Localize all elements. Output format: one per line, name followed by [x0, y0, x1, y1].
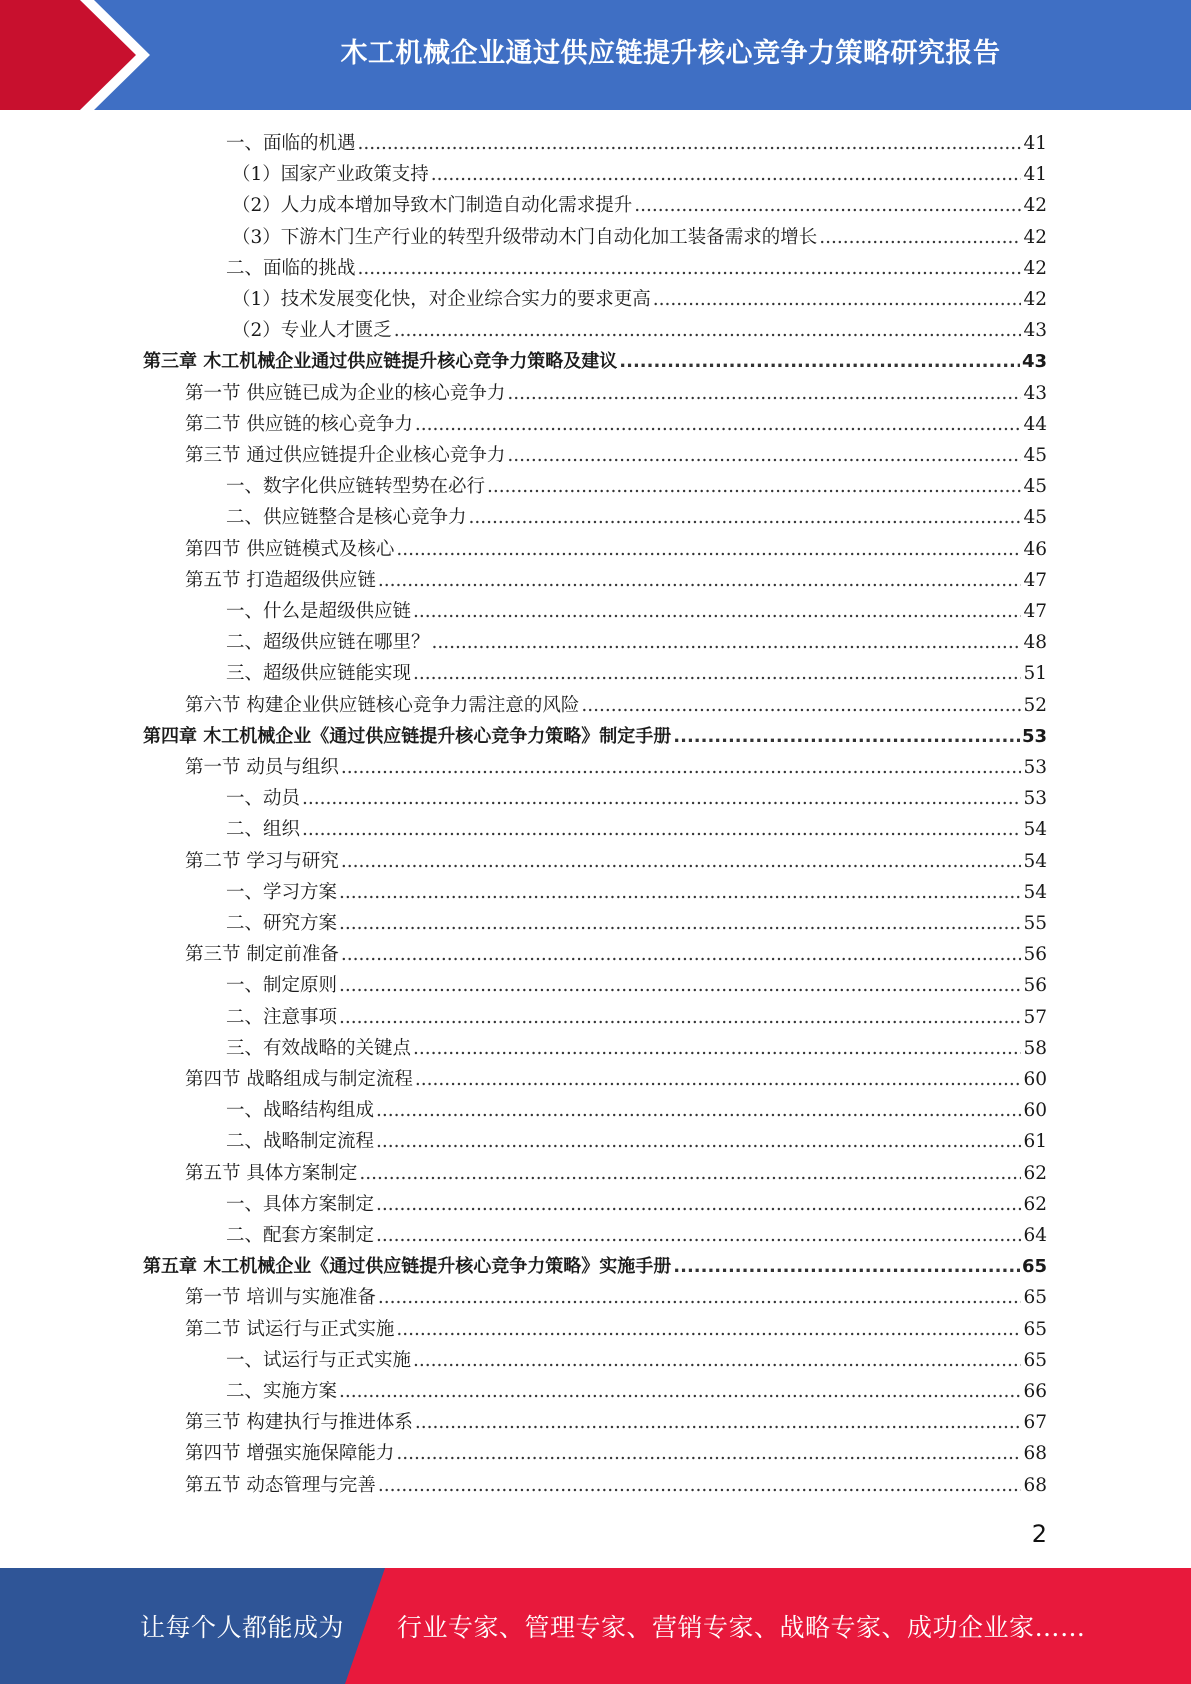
toc-entry-title: （2）专业人才匮乏 — [232, 320, 392, 342]
toc-entry-page: 65 — [1023, 1318, 1047, 1340]
toc-entry[interactable] — [226, 1345, 1047, 1376]
toc-entry[interactable] — [226, 1189, 1047, 1220]
toc-dot-leader — [431, 159, 1022, 190]
toc-dot-leader — [339, 908, 1021, 939]
toc-entry-title: 第三节 构建执行与推进体系 — [185, 1412, 413, 1434]
toc-entry-page: 53 — [1023, 788, 1047, 810]
toc-entry[interactable] — [226, 1376, 1047, 1407]
toc-entry[interactable] — [185, 1064, 1047, 1095]
header-arrow-decoration — [0, 0, 150, 110]
toc-entry-title: （1）国家产业政策支持 — [232, 164, 429, 186]
toc-entry-page: 44 — [1023, 413, 1047, 435]
toc-dot-leader — [394, 315, 1022, 346]
toc-entry-title: 一、动员 — [226, 788, 301, 810]
toc-entry[interactable] — [232, 284, 1047, 315]
toc-entry-page: 65 — [1021, 1256, 1047, 1278]
toc-entry-title: 第二节 供应链的核心竞争力 — [185, 413, 413, 435]
toc-entry-page: 56 — [1023, 944, 1047, 966]
toc-entry[interactable] — [143, 346, 1047, 377]
report-title: 木工机械企业通过供应链提升核心竞争力策略研究报告 — [340, 37, 1001, 69]
toc-entry-title: 第一节 供应链已成为企业的核心竞争力 — [185, 382, 506, 404]
toc-entry[interactable] — [143, 721, 1047, 752]
toc-entry-title: （3）下游木门生产行业的转型升级带动木门自动化加工装备需求的增长 — [232, 226, 818, 248]
toc-entry-title: 第四章 木工机械企业《通过供应链提升核心竞争力策略》制定手册 — [143, 725, 672, 747]
toc-entry-title: 第四节 供应链模式及核心 — [185, 538, 395, 560]
toc-dot-leader — [358, 253, 1022, 284]
page-number: 2 — [1031, 1520, 1047, 1548]
toc-entry-title: 一、具体方案制定 — [226, 1193, 375, 1215]
toc-entry[interactable] — [226, 814, 1047, 845]
toc-dot-leader — [376, 1126, 1021, 1157]
toc-dot-leader — [413, 658, 1021, 689]
toc-entry[interactable] — [185, 752, 1047, 783]
toc-entry[interactable] — [226, 783, 1047, 814]
toc-entry-title: 三、超级供应链能实现 — [226, 663, 412, 685]
toc-entry-title: 二、超级供应链在哪里？ — [226, 632, 430, 654]
toc-entry-page: 54 — [1023, 819, 1047, 841]
toc-dot-leader — [339, 877, 1021, 908]
toc-entry[interactable] — [226, 1220, 1047, 1251]
toc-entry-title: 第五章 木工机械企业《通过供应链提升核心竞争力策略》实施手册 — [143, 1256, 672, 1278]
toc-dot-leader — [378, 1470, 1022, 1501]
toc-entry-page: 58 — [1023, 1037, 1047, 1059]
toc-entry-page: 41 — [1023, 164, 1047, 186]
toc-entry-title: 一、学习方案 — [226, 881, 338, 903]
toc-entry-title: 一、什么是超级供应链 — [226, 601, 412, 622]
toc-entry[interactable] — [232, 222, 1047, 253]
toc-entry-title: 二、战略制定流程 — [226, 1131, 375, 1153]
toc-entry-page: 43 — [1023, 382, 1047, 404]
toc-dot-leader — [376, 1189, 1021, 1220]
toc-entry[interactable] — [232, 159, 1047, 190]
toc-entry-page: 41 — [1023, 133, 1047, 154]
toc-entry-page: 68 — [1023, 1474, 1047, 1496]
toc-entry-page: 48 — [1023, 632, 1047, 654]
toc-dot-leader — [339, 970, 1021, 1001]
toc-entry[interactable] — [143, 1251, 1047, 1282]
toc-entry[interactable] — [185, 378, 1047, 409]
toc-entry-page: 64 — [1023, 1225, 1047, 1246]
toc-entry-page: 67 — [1023, 1412, 1047, 1434]
toc-entry-page: 54 — [1023, 850, 1047, 872]
toc-dot-leader — [581, 690, 1021, 721]
toc-entry-title: 第五节 动态管理与完善 — [185, 1474, 376, 1496]
toc-entry-title: 二、配套方案制定 — [226, 1225, 375, 1246]
toc-entry-title: 第五节 具体方案制定 — [185, 1162, 358, 1184]
page-footer — [0, 1568, 1191, 1684]
toc-dot-leader — [653, 284, 1022, 315]
toc-dot-leader — [507, 440, 1021, 471]
toc-entry[interactable] — [226, 877, 1047, 908]
toc-dot-leader — [673, 1251, 1020, 1282]
toc-dot-leader — [359, 1158, 1021, 1189]
toc-entry[interactable] — [185, 1314, 1047, 1345]
toc-dot-leader — [413, 1345, 1021, 1376]
toc-entry[interactable] — [185, 939, 1047, 970]
toc-dot-leader — [415, 1064, 1022, 1095]
toc-entry-title: （2）人力成本增加导致木门制造自动化需求提升 — [232, 195, 633, 217]
toc-entry[interactable] — [226, 1126, 1047, 1157]
toc-entry-page: 47 — [1023, 601, 1047, 622]
toc-entry-title: 第四节 战略组成与制定流程 — [185, 1069, 413, 1090]
toc-dot-leader — [819, 222, 1021, 253]
toc-entry[interactable] — [185, 565, 1047, 596]
toc-dot-leader — [302, 783, 1021, 814]
toc-entry-page: 53 — [1021, 725, 1047, 747]
toc-entry-page: 43 — [1023, 320, 1047, 342]
toc-entry-title: 第一节 培训与实施准备 — [185, 1287, 376, 1309]
toc-entry-page: 68 — [1023, 1443, 1047, 1465]
toc-entry[interactable] — [226, 471, 1047, 502]
toc-dot-leader — [413, 596, 1021, 627]
toc-dot-leader — [396, 1438, 1021, 1469]
toc-entry-page: 56 — [1023, 975, 1047, 997]
toc-dot-leader — [634, 190, 1021, 221]
toc-dot-leader — [396, 534, 1021, 565]
toc-entry[interactable] — [185, 1438, 1047, 1469]
toc-entry-page: 43 — [1021, 351, 1047, 373]
toc-entry-page: 57 — [1023, 1006, 1047, 1028]
toc-dot-leader — [341, 939, 1022, 970]
toc-entry[interactable] — [226, 970, 1047, 1001]
toc-entry[interactable] — [185, 846, 1047, 877]
toc-dot-leader — [432, 627, 1022, 658]
toc-entry[interactable] — [185, 1282, 1047, 1313]
toc-entry-title: 第二节 试运行与正式实施 — [185, 1318, 395, 1340]
toc-entry-title: （1）技术发展变化快，对企业综合实力的要求更高 — [232, 289, 651, 310]
footer-slogan-right: 行业专家、管理专家、营销专家、战略专家、成功企业家…… — [397, 1613, 1086, 1642]
toc-dot-leader — [378, 565, 1022, 596]
toc-entry[interactable] — [226, 253, 1047, 284]
toc-dot-leader — [341, 752, 1022, 783]
toc-entry-page: 51 — [1023, 663, 1047, 685]
toc-entry-page: 65 — [1023, 1287, 1047, 1309]
toc-entry-title: 二、组织 — [226, 819, 301, 841]
toc-entry[interactable] — [226, 596, 1047, 627]
toc-entry-page: 61 — [1023, 1131, 1047, 1153]
toc-entry-title: 三、有效战略的关键点 — [226, 1037, 412, 1059]
toc-entry-page: 54 — [1023, 881, 1047, 903]
toc-dot-leader — [339, 1376, 1021, 1407]
toc-dot-leader — [507, 378, 1021, 409]
toc-entry-title: 一、试运行与正式实施 — [226, 1349, 412, 1371]
toc-entry[interactable] — [226, 1033, 1047, 1064]
toc-entry-page: 52 — [1023, 694, 1047, 716]
toc-entry[interactable] — [185, 690, 1047, 721]
toc-dot-leader — [619, 346, 1020, 377]
toc-entry-page: 62 — [1023, 1193, 1047, 1215]
toc-entry-title: 第六节 构建企业供应链核心竞争力需注意的风险 — [185, 694, 580, 716]
toc-entry[interactable] — [226, 1095, 1047, 1126]
toc-entry-title: 第三节 制定前准备 — [185, 944, 339, 966]
toc-entry-title: 第一节 动员与组织 — [185, 757, 339, 778]
toc-entry-title: 第四节 增强实施保障能力 — [185, 1443, 395, 1465]
toc-entry-page: 42 — [1023, 195, 1047, 217]
toc-entry-page: 46 — [1023, 538, 1047, 560]
toc-entry-title: 第五节 打造超级供应链 — [185, 569, 376, 591]
toc-dot-leader — [341, 846, 1022, 877]
toc-entry[interactable] — [226, 908, 1047, 939]
toc-entry[interactable] — [232, 315, 1047, 346]
toc-entry-title: 二、研究方案 — [226, 913, 338, 934]
toc-entry-page: 47 — [1023, 569, 1047, 591]
toc-entry[interactable] — [232, 190, 1047, 221]
toc-entry-page: 45 — [1023, 507, 1047, 529]
page-header — [0, 0, 1191, 110]
toc-dot-leader — [469, 502, 1022, 533]
toc-entry-page: 55 — [1023, 913, 1047, 934]
toc-dot-leader — [339, 1002, 1021, 1033]
toc-entry-page: 42 — [1023, 289, 1047, 310]
toc-entry-page: 60 — [1023, 1069, 1047, 1090]
toc-entry-title: 二、面临的挑战 — [226, 257, 356, 279]
toc-entry[interactable] — [185, 409, 1047, 440]
toc-entry-page: 66 — [1023, 1381, 1047, 1402]
toc-entry-title: 二、实施方案 — [226, 1381, 338, 1402]
toc-entry-title: 一、面临的机遇 — [226, 133, 356, 154]
toc-entry-title: 第三节 通过供应链提升企业核心竞争力 — [185, 445, 506, 466]
toc-dot-leader — [415, 1407, 1022, 1438]
toc-entry[interactable] — [185, 1470, 1047, 1501]
toc-entry-page: 62 — [1023, 1162, 1047, 1184]
toc-entry[interactable] — [185, 1158, 1047, 1189]
toc-entry-title: 一、数字化供应链转型势在必行 — [226, 476, 486, 498]
toc-entry-title: 一、制定原则 — [226, 975, 338, 997]
toc-entry-title: 二、注意事项 — [226, 1006, 338, 1028]
toc-entry-page: 42 — [1023, 226, 1047, 248]
footer-slogan-left: 让每个人都能成为 — [140, 1613, 345, 1642]
toc-dot-leader — [487, 471, 1021, 502]
toc-entry-title: 二、供应链整合是核心竞争力 — [226, 507, 467, 529]
toc-dot-leader — [396, 1314, 1021, 1345]
toc-entry-page: 42 — [1023, 257, 1047, 279]
toc-entry-title: 一、战略结构组成 — [226, 1100, 375, 1122]
toc-entry-page: 53 — [1023, 757, 1047, 778]
toc-dot-leader — [376, 1220, 1021, 1251]
toc-entry[interactable] — [185, 534, 1047, 565]
toc-entry[interactable] — [226, 128, 1047, 159]
toc-dot-leader — [376, 1095, 1021, 1126]
toc-entry-page: 60 — [1023, 1100, 1047, 1122]
toc-entry-page: 45 — [1023, 445, 1047, 466]
toc-entry[interactable] — [226, 1002, 1047, 1033]
toc-dot-leader — [415, 409, 1022, 440]
toc-entry[interactable] — [226, 627, 1047, 658]
toc-entry-page: 65 — [1023, 1349, 1047, 1371]
toc-dot-leader — [673, 721, 1020, 752]
toc-entry-title: 第二节 学习与研究 — [185, 850, 339, 872]
toc-dot-leader — [378, 1282, 1022, 1313]
toc-entry[interactable] — [226, 502, 1047, 533]
toc-entry[interactable] — [226, 658, 1047, 689]
toc-entry[interactable] — [185, 1407, 1047, 1438]
toc-entry-page: 45 — [1023, 476, 1047, 498]
toc-dot-leader — [302, 814, 1021, 845]
toc-entry-title: 第三章 木工机械企业通过供应链提升核心竞争力策略及建议 — [143, 351, 618, 373]
toc-entry[interactable] — [185, 440, 1047, 471]
toc-dot-leader — [413, 1033, 1021, 1064]
toc-dot-leader — [358, 128, 1022, 159]
